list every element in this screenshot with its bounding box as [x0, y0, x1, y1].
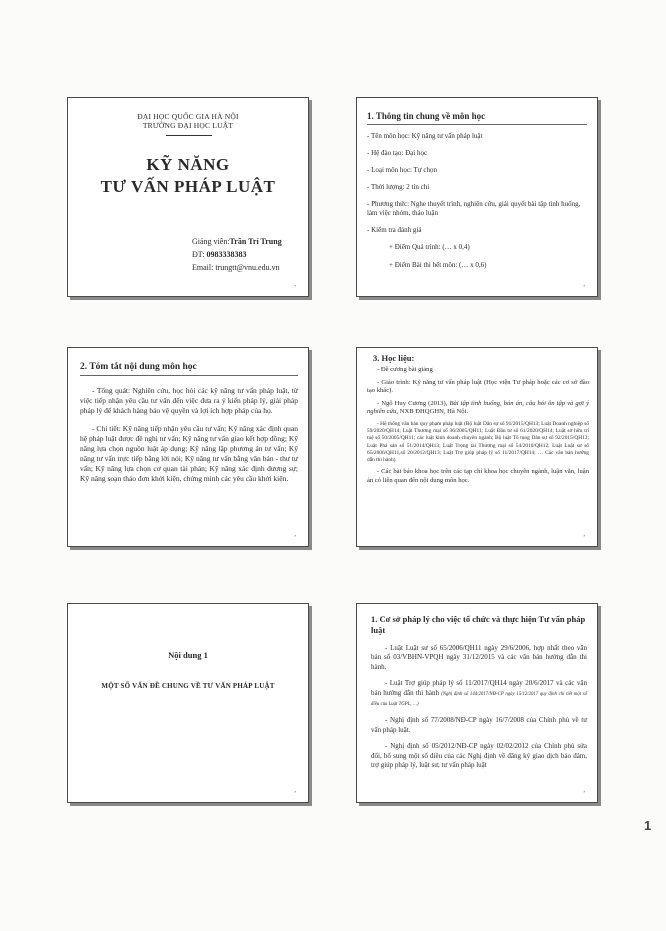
reference-title: Bài tập tình huống, bản án, câu hỏi ôn tập và gợi ý nghiên cứu: [367, 399, 589, 416]
lecturer-label: Giảng viên:: [192, 237, 230, 246]
slide-heading: 2. Tóm tắt nội dung môn học: [80, 362, 298, 376]
paragraph: - Nghị định số 77/2008/NĐ-CP ngày 16/7/2008 của Chính phủ về tư vấn pháp luật.: [371, 716, 587, 734]
materials-body: [367, 366, 589, 489]
slide-materials: [356, 347, 598, 547]
section-number: Nội dung 1: [168, 650, 208, 660]
institution-header: [68, 112, 308, 130]
email-line: [192, 261, 282, 274]
slide-mark: ,: [294, 530, 296, 538]
paragraph-main: - Luật Trợ giúp pháp lý số 11/2017/QH14 ngày 20/6/2017 và các văn bản hướng dẫn thi hành: [371, 679, 587, 697]
list-item: - Phương thức: Nghe thuyết trình, nghiên cứu, giải quyết bài tập tình huống, làm việc nhóm, thảo luận: [367, 200, 581, 217]
paragraph: [367, 400, 589, 417]
info-list: [367, 132, 589, 279]
slide-mark: ,: [583, 530, 585, 538]
lecturer-name: Trần Trí Trung: [229, 237, 282, 246]
slide-mark: ,: [583, 280, 585, 288]
phone-line: [192, 248, 282, 261]
list-item: - Thời lượng: 2 tín chỉ: [367, 183, 430, 191]
list-item: - Loại môn học: Tự chọn: [367, 166, 437, 174]
slide-summary: [67, 347, 309, 547]
list-item: - Kiểm tra đánh giá: [367, 226, 422, 234]
course-title-line-2: TƯ VẤN PHÁP LUẬT: [100, 177, 276, 196]
slide-mark: ,: [294, 786, 296, 794]
course-title-line-1: KỸ NĂNG: [146, 155, 230, 174]
paragraph: - Nghị định số 05/2012/NĐ-CP ngày 02/02/2012 của Chính phủ sửa đổi, bổ sung một số điều của các Nghị định về đăng ký giao dịch bảo đảm, trợ giúp pháp lý, luật sư, tư vấn pháp luật: [371, 742, 587, 770]
email-address: trungtt@vnu.edu.vn: [215, 263, 280, 272]
slide-general-info: [356, 97, 598, 297]
reference-author: - Ngô Huy Cương (2013),: [377, 399, 450, 407]
slide-title: [67, 97, 309, 297]
lecturer-line: [192, 235, 282, 248]
slide-heading: 1. Cơ sở pháp lý cho việc tổ chức và thực hiện Tư vấn pháp luật: [371, 614, 586, 635]
paragraph: - Chi tiết: Kỹ năng tiếp nhận yêu cầu tư vấn; Kỹ năng xác định quan hệ pháp luật được đề nghị tư vấn; Kỹ năng tư vấn giao kết hợp đồng; Kỹ năng lựa chọn nguồn luật áp dụng; Kỹ năng lập phương án tư vấn; Kỹ năng tư vấn trực tiếp bằng lời nói; Kỹ năng tư vấn bằng văn bản - thư tư vấn; Kỹ năng lựa chọn cơ quan tài phán; Kỹ năng xác định đương sự; Kỹ năng soạn thảo đơn khởi kiện, chứng minh các yêu cầu khởi kiện.: [80, 424, 299, 483]
section-title: MỘT SỐ VẤN ĐỀ CHUNG VỀ TƯ VẤN PHÁP LUẬT: [101, 682, 275, 690]
paragraph: - Các bài báo khoa học trên các tạp chí khoa học chuyên ngành, luận văn, luận án có liên quan đến nội dung môn học.: [367, 468, 589, 484]
list-item: - Hệ đào tạo: Đại học: [367, 149, 428, 157]
reference-publisher: , NXB ĐHQGHN, Hà Nội.: [396, 408, 469, 416]
slide-mark: ,: [583, 786, 585, 794]
paragraph-note: (Nghị định số 144/2017/NĐ-CP ngày 15/12/2017 quy định chi tiết một số điều của Luật TGPL, …): [371, 691, 587, 708]
phone-label: ĐT:: [192, 250, 207, 259]
paragraph: [371, 679, 587, 709]
summary-body: [80, 386, 298, 492]
list-sub-item: + Điểm Bài thi hết môn: (… x 0,6): [389, 261, 487, 269]
list-sub-item: + Điểm Quá trình: (… x 0,4): [389, 243, 470, 251]
slide-section-title: [67, 603, 309, 803]
course-title: [68, 154, 308, 198]
lecturer-info: [192, 235, 282, 274]
slide-heading: 1. Thông tin chung về môn học: [367, 111, 587, 125]
legal-basis-body: [371, 644, 587, 777]
slide-mark: ,: [294, 280, 296, 288]
list-item: - Tên môn học: Kỹ năng tư vấn pháp luật: [367, 132, 483, 140]
slide-legal-basis: [356, 603, 598, 803]
school-name: TRƯỜNG ĐẠI HỌC LUẬT: [142, 121, 234, 130]
paragraph: - Đề cương bài giảng: [377, 366, 433, 373]
paragraph: - Hệ thống văn bản quy phạm pháp luật (Bộ luật Dân sự số 91/2015/QH13; Luật Doanh nghiệp số 59/2020/QH14; Luật Thương mại số 36/2005/QH11; Luật Đầu tư số 61/2020/QH14; Luật sở hữu trí tuệ số 50/2005/QH11; các luật kinh doanh chuyên ngành; Bộ luật Tố tụng Dân sự số 92/2015/QH13; Luật Phá sản số 51/2014/QH13; Luật Trọng tài Thương mại số 54/2010/QH12; Luật Luật sư số 65/2006/QH11,số 20/2012/QH13; Luật Trợ giúp pháp lý số 11/2017/QH14; … Các văn bản hướng dẫn thi hành): [367, 420, 589, 463]
header-divider: [166, 135, 212, 136]
paragraph: - Luật Luật sư số 65/2006/QH11 ngày 29/6/2006, hợp nhất theo văn bản số 03/VBHN-VPQH ngày 31/12/2015 và các văn bản hướng dẫn thi hành.: [371, 644, 587, 671]
paragraph: - Tổng quát: Nghiên cứu, học hỏi các kỹ năng tư vấn pháp luật, từ việc tiếp nhận yêu cầu tư vấn đến việc đưa ra ý kiến pháp lý, giải pháp pháp lý để khách hàng bảo vệ quyền và lợi ích hợp pháp của họ.: [80, 386, 298, 415]
page-number: 1: [644, 818, 652, 833]
email-label: Email:: [192, 263, 216, 272]
phone-number: 0983338383: [206, 250, 247, 259]
university-name: ĐẠI HỌC QUỐC GIA HÀ NỘI: [137, 112, 239, 121]
paragraph: - Giáo trình: Kỹ năng tư vấn pháp luật (Học viện Tư pháp hoặc các cơ sở đào tạo khác).: [367, 378, 589, 395]
slide-heading: 3. Học liệu:: [373, 353, 415, 363]
